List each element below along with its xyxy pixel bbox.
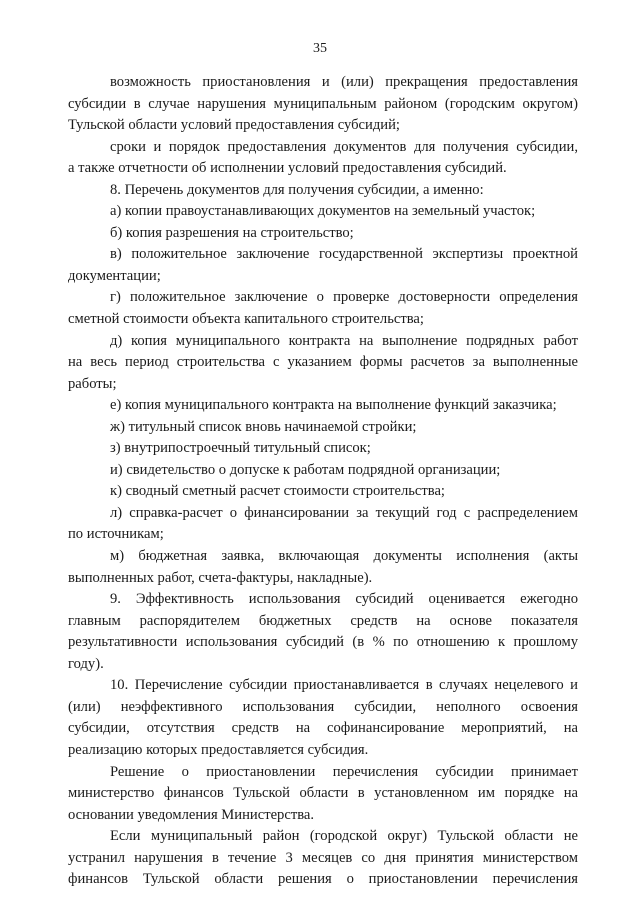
text-line: основании уведомления Министерства. (68, 806, 315, 823)
text-line: ж) титульный список вновь начинаемой стройки; (110, 418, 417, 435)
text-line: в) положительное заключение государственной экспертизы проектной (110, 246, 578, 263)
text-line: выполненных работ, счета-фактуры, накладные). (68, 569, 373, 586)
paragraph (68, 180, 578, 202)
text-line: г) положительное заключение о проверке достоверности определения (110, 289, 578, 306)
text-line: на весь период строительства с указанием формы расчетов за выполненные (68, 354, 578, 371)
text-line: и) свидетельство о допуске к работам подрядной организации; (110, 461, 501, 478)
text-line: субсидии в случае нарушения муниципальным районом (городским округом) (68, 95, 578, 112)
text-line: субсидии, отсутствия средств на софинансирование мероприятий, на (68, 720, 578, 737)
text-line: финансов Тульской области решения о приостановлении перечисления (68, 871, 578, 888)
text-line: сметной стоимости объекта капитального строительства; (68, 311, 424, 328)
paragraph (68, 137, 578, 180)
text-line: году). (68, 655, 104, 672)
paragraph (68, 762, 578, 827)
text-line: 9. Эффективность использования субсидий оценивается ежегодно (110, 591, 578, 608)
paragraph (68, 589, 578, 675)
text-line: б) копия разрешения на строительство; (110, 224, 354, 241)
text-line: сроки и порядок предоставления документов для получения субсидии, (110, 138, 578, 155)
paragraph (68, 201, 578, 223)
text-line: а) копии правоустанавливающих документов на земельный участок; (110, 203, 536, 220)
paragraph (68, 460, 578, 482)
text-line: а также отчетности об исполнении условий предоставления субсидий. (68, 160, 507, 177)
text-line: документации; (68, 267, 161, 284)
text-line: реализацию которых предоставляется субсидия. (68, 741, 369, 758)
text-line: Тульской области условий предоставления субсидий; (68, 117, 400, 134)
paragraph (68, 438, 578, 460)
text-line: Решение о приостановлении перечисления субсидии принимает (110, 763, 578, 780)
paragraph (68, 395, 578, 417)
text-line: м) бюджетная заявка, включающая документы исполнения (акты (110, 548, 578, 565)
text-line: Если муниципальный район (городской округ) Тульской области не (110, 828, 578, 845)
text-line: д) копия муниципального контракта на выполнение подрядных работ (110, 332, 578, 349)
paragraph (68, 417, 578, 439)
paragraph (68, 223, 578, 245)
text-line: главным распорядителем бюджетных средств на основе показателя (68, 612, 578, 629)
text-line: министерство финансов Тульской области в установленном им порядке на (68, 785, 578, 802)
text-line: л) справка-расчет о финансировании за текущий год с распределением (110, 504, 578, 521)
paragraph (68, 826, 578, 891)
paragraph (68, 287, 578, 330)
paragraph (68, 331, 578, 396)
text-line: 8. Перечень документов для получения субсидии, а именно: (110, 181, 484, 198)
text-line: (или) неэффективного использования субсидии, неполного освоения (68, 698, 578, 715)
text-line: е) копия муниципального контракта на выполнение функций заказчика; (110, 397, 557, 414)
text-line: работы; (68, 375, 117, 392)
paragraph (68, 244, 578, 287)
text-line: к) сводный сметный расчет стоимости строительства; (110, 483, 445, 500)
text-line: результативности использования субсидий (в % по отношению к прошлому (68, 634, 578, 651)
paragraph (68, 675, 578, 761)
paragraph (68, 503, 578, 546)
text-line: по источникам; (68, 526, 164, 543)
text-line: 10. Перечисление субсидии приостанавливается в случаях нецелевого и (110, 677, 578, 694)
document-body (68, 72, 578, 891)
paragraph (68, 72, 578, 137)
text-line: возможность приостановления и (или) прекращения предоставления (110, 74, 578, 90)
page-number: 35 (313, 41, 327, 56)
text-line: устранил нарушения в течение 3 месяцев со дня принятия министерством (68, 849, 578, 866)
text-line: з) внутрипостроечный титульный список; (110, 440, 371, 457)
paragraph (68, 481, 578, 503)
paragraph (68, 546, 578, 589)
